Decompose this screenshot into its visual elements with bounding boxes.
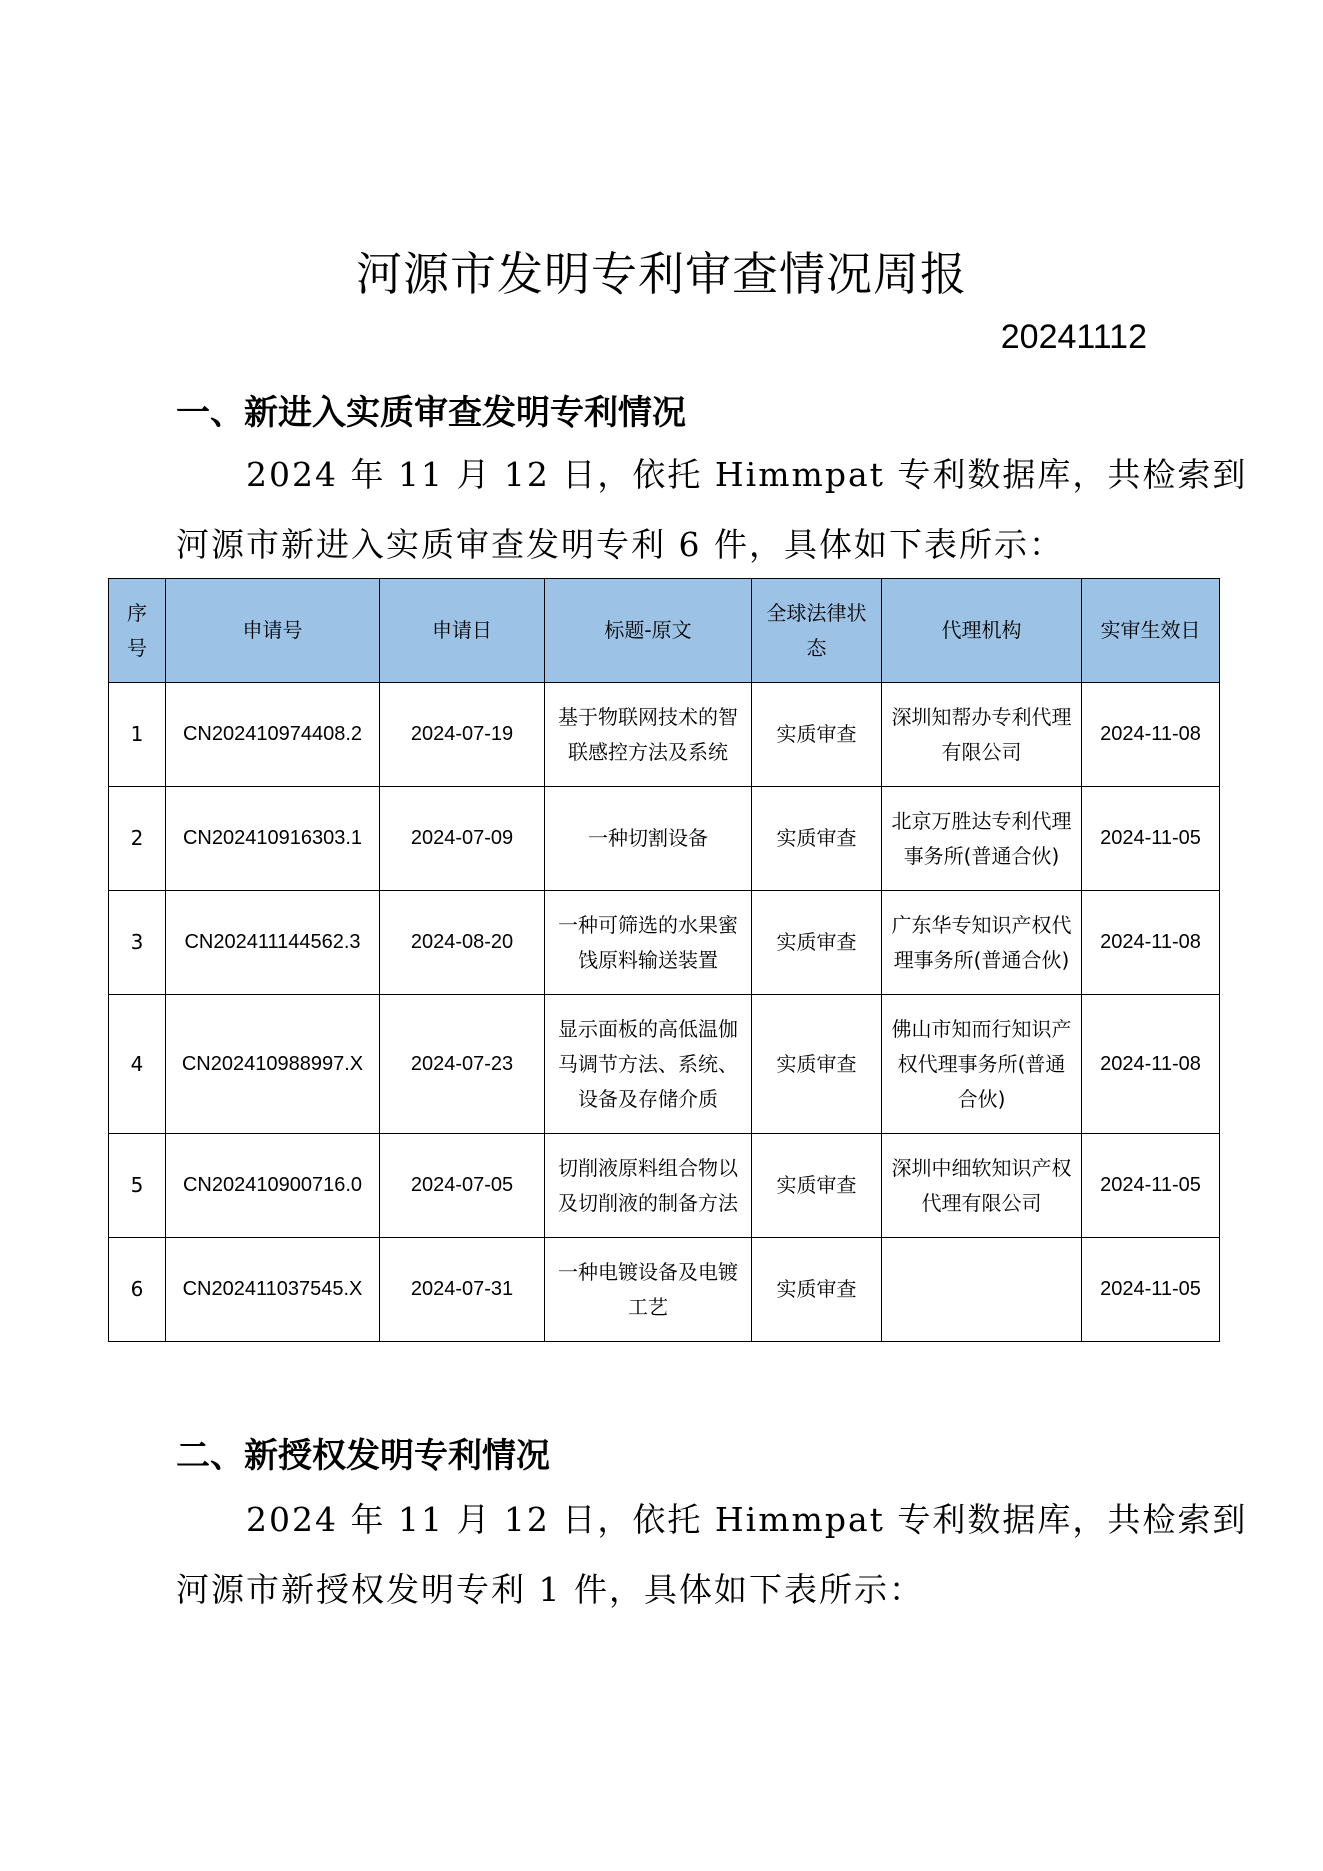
section2-heading: 二、新授权发明专利情况: [176, 1436, 550, 1476]
cell-title: 一种可筛选的水果蜜饯原料输送装置: [545, 891, 752, 995]
section1-paragraph: [176, 440, 1248, 580]
section2-paragraph: [176, 1485, 1248, 1625]
cell-title: 一种电镀设备及电镀工艺: [545, 1238, 752, 1342]
header-no: 序号: [109, 579, 166, 683]
cell-agency: 北京万胜达专利代理事务所(普通合伙): [882, 787, 1082, 891]
cell-title: 显示面板的高低温伽马调节方法、系统、设备及存储介质: [545, 995, 752, 1134]
section1-heading: 一、新进入实质审查发明专利情况: [176, 393, 686, 433]
cell-effective-date: 2024-11-08: [1082, 995, 1220, 1134]
cell-title: 基于物联网技术的智联感控方法及系统: [545, 683, 752, 787]
cell-no: 1: [109, 683, 166, 787]
cell-app-date: 2024-08-20: [380, 891, 545, 995]
cell-app-date: 2024-07-19: [380, 683, 545, 787]
cell-status: 实质审查: [752, 891, 882, 995]
section2-paragraph-line2: 河源市新授权发明专利 1 件，具体如下表所示：: [176, 1570, 924, 1609]
table-row: [109, 683, 1220, 787]
cell-app-date: 2024-07-31: [380, 1238, 545, 1342]
patent-table: [108, 578, 1220, 1342]
cell-agency: [882, 1238, 1082, 1342]
header-status: 全球法律状态: [752, 579, 882, 683]
cell-no: 5: [109, 1134, 166, 1238]
cell-status: 实质审查: [752, 995, 882, 1134]
cell-effective-date: 2024-11-05: [1082, 1134, 1220, 1238]
cell-app-date: 2024-07-09: [380, 787, 545, 891]
section2-paragraph-line1: 2024 年 11 月 12 日，依托 Himmpat 专利数据库，共检索到: [246, 1500, 1248, 1539]
cell-title: 切削液原料组合物以及切削液的制备方法: [545, 1134, 752, 1238]
cell-status: 实质审查: [752, 1238, 882, 1342]
table-header-row: [109, 579, 1220, 683]
cell-no: 6: [109, 1238, 166, 1342]
cell-effective-date: 2024-11-08: [1082, 891, 1220, 995]
cell-app-date: 2024-07-05: [380, 1134, 545, 1238]
cell-app-no: CN202411037545.X: [166, 1238, 380, 1342]
cell-no: 4: [109, 995, 166, 1134]
cell-app-no: CN202410988997.X: [166, 995, 380, 1134]
cell-app-no: CN202410900716.0: [166, 1134, 380, 1238]
cell-agency: 佛山市知而行知识产权代理事务所(普通合伙): [882, 995, 1082, 1134]
header-title: 标题-原文: [545, 579, 752, 683]
cell-app-no: CN202410916303.1: [166, 787, 380, 891]
header-effective-date: 实审生效日: [1082, 579, 1220, 683]
cell-title: 一种切割设备: [545, 787, 752, 891]
table-row: [109, 995, 1220, 1134]
cell-no: 3: [109, 891, 166, 995]
cell-app-no: CN202411144562.3: [166, 891, 380, 995]
report-date: 20241112: [1000, 318, 1147, 356]
cell-status: 实质审查: [752, 787, 882, 891]
header-app-no: 申请号: [166, 579, 380, 683]
table-row: [109, 1238, 1220, 1342]
cell-agency: 深圳中细软知识产权代理有限公司: [882, 1134, 1082, 1238]
table-row: [109, 1134, 1220, 1238]
cell-status: 实质审查: [752, 683, 882, 787]
page-title: 河源市发明专利审查情况周报: [356, 247, 967, 301]
header-app-date: 申请日: [380, 579, 545, 683]
header-agency: 代理机构: [882, 579, 1082, 683]
cell-no: 2: [109, 787, 166, 891]
cell-effective-date: 2024-11-05: [1082, 1238, 1220, 1342]
table-row: [109, 787, 1220, 891]
cell-agency: 广东华专知识产权代理事务所(普通合伙): [882, 891, 1082, 995]
cell-effective-date: 2024-11-08: [1082, 683, 1220, 787]
section1-paragraph-line2: 河源市新进入实质审查发明专利 6 件，具体如下表所示：: [176, 525, 1064, 564]
section1-paragraph-line1: 2024 年 11 月 12 日，依托 Himmpat 专利数据库，共检索到: [246, 455, 1248, 494]
table-row: [109, 891, 1220, 995]
cell-effective-date: 2024-11-05: [1082, 787, 1220, 891]
cell-app-no: CN202410974408.2: [166, 683, 380, 787]
cell-app-date: 2024-07-23: [380, 995, 545, 1134]
cell-status: 实质审查: [752, 1134, 882, 1238]
cell-agency: 深圳知帮办专利代理有限公司: [882, 683, 1082, 787]
